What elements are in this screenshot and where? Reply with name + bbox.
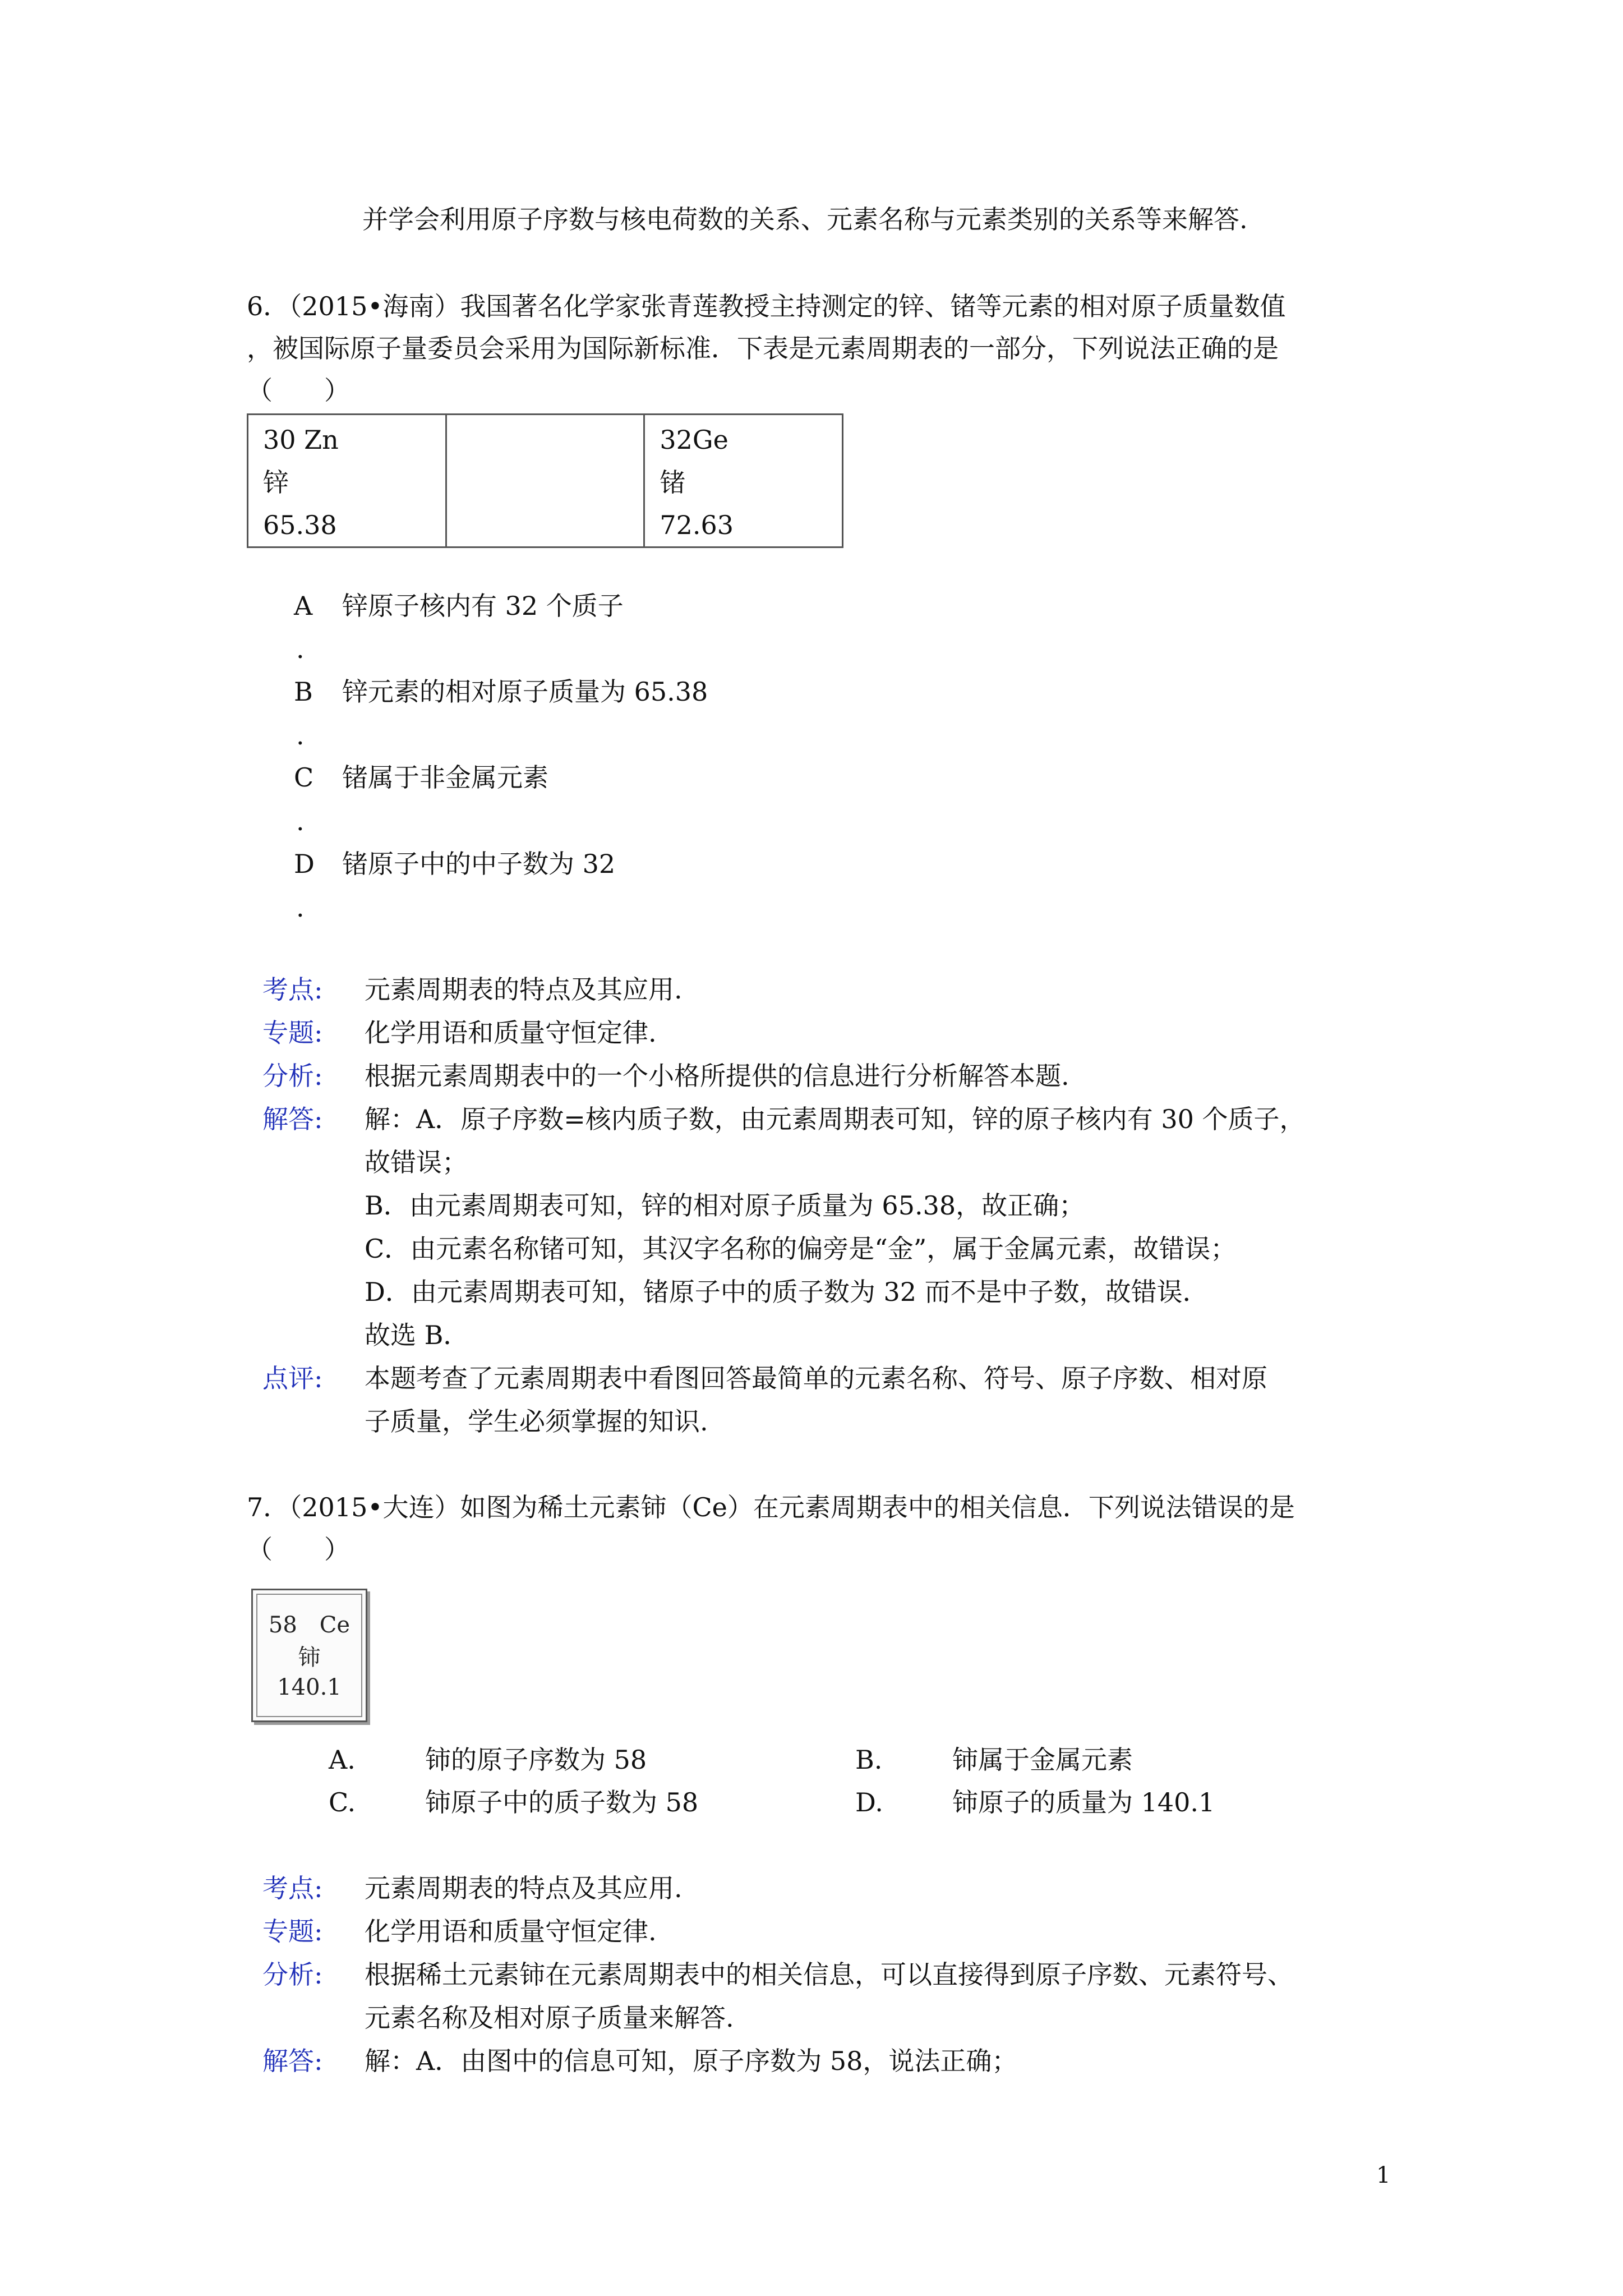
q7-option-a-letter: A. bbox=[329, 1745, 356, 1775]
q6-jieda-line: B．由元素周期表可知，锌的相对原子质量为 65.38，故正确； bbox=[365, 1190, 1085, 1221]
q6-kaodian-label: 考点: bbox=[262, 974, 323, 1005]
q6-stem-line2: ，被国际原子量委员会采用为国际新标准．下表是元素周期表的一部分，下列说法正确的是 bbox=[247, 333, 1279, 364]
q7-option-a-text: 铈的原子序数为 58 bbox=[425, 1745, 647, 1775]
q6-option-d-dot: . bbox=[296, 892, 305, 923]
q6-option-d-letter: D bbox=[294, 849, 315, 879]
q7-zhuanti: 化学用语和质量守恒定律. bbox=[365, 1916, 657, 1947]
q7-option-b-text: 铈属于金属元素 bbox=[952, 1745, 1133, 1775]
cerium-name: 铈 bbox=[298, 1645, 321, 1671]
q6-paren: （ ） bbox=[247, 375, 350, 406]
q7-stem-line1: 7．（2015•大连）如图为稀土元素铈（Ce）在元素周期表中的相关信息．下列说法错误的是 bbox=[247, 1492, 1295, 1522]
q6-zhuanti-label: 专题: bbox=[262, 1018, 323, 1048]
q6-option-c-text: 锗属于非金属元素 bbox=[342, 762, 548, 793]
cerium-box-frame bbox=[256, 1594, 362, 1717]
cell-zinc bbox=[248, 415, 446, 547]
q7-zhuanti-label: 专题: bbox=[262, 1916, 323, 1947]
q7-option-d-letter: D. bbox=[855, 1787, 883, 1818]
q6-option-a-letter: A bbox=[294, 591, 313, 621]
q6-jieda-line: 解：A．原子序数=核内质子数，由元素周期表可知，锌的原子核内有 30 个质子， bbox=[365, 1104, 1306, 1134]
cell-germanium bbox=[644, 415, 843, 547]
zinc-mass: 65.38 bbox=[263, 510, 337, 540]
cerium-number-symbol: 58 Ce bbox=[268, 1612, 351, 1638]
q7-kaodian-label: 考点: bbox=[262, 1873, 323, 1903]
q6-jieda-line: 故错误； bbox=[365, 1147, 468, 1177]
cerium-element-image bbox=[251, 1589, 367, 1722]
cell-empty bbox=[446, 415, 644, 547]
q7-option-b-letter: B. bbox=[855, 1745, 883, 1775]
q6-option-c-dot: . bbox=[296, 806, 305, 836]
q6-option-a-text: 锌原子核内有 32 个质子 bbox=[342, 591, 624, 621]
q7-option-c-text: 铈原子中的质子数为 58 bbox=[425, 1787, 699, 1818]
periodic-table-fragment bbox=[247, 413, 843, 548]
q6-option-a-dot: . bbox=[296, 634, 305, 664]
q7-jieda: 解：A．由图中的信息可知，原子序数为 58，说法正确； bbox=[365, 2046, 1018, 2076]
q6-stem-line1: 6．（2015•海南）我国著名化学家张青莲教授主持测定的锌、锗等元素的相对原子质量数值 bbox=[247, 291, 1286, 321]
q7-paren: （ ） bbox=[247, 1534, 350, 1565]
q6-fenxi: 根据元素周期表中的一个小格所提供的信息进行分析解答本题. bbox=[365, 1061, 1069, 1091]
q7-kaodian: 元素周期表的特点及其应用. bbox=[365, 1873, 683, 1903]
page-number: 1 bbox=[1376, 2162, 1391, 2188]
cerium-mass: 140.1 bbox=[277, 1674, 342, 1700]
q7-fenxi-line: 元素名称及相对原子质量来解答. bbox=[365, 2003, 734, 2033]
q6-zhuanti: 化学用语和质量守恒定律. bbox=[365, 1018, 657, 1048]
q6-option-b-text: 锌元素的相对原子质量为 65.38 bbox=[342, 677, 708, 707]
q7-jieda-label: 解答: bbox=[262, 2046, 323, 2076]
germanium-mass: 72.63 bbox=[660, 510, 734, 540]
q7-option-d-text: 铈原子的质量为 140.1 bbox=[952, 1787, 1215, 1818]
previous-summary: 并学会利用原子序数与核电荷数的关系、元素名称与元素类别的关系等来解答. bbox=[362, 204, 1248, 234]
q7-option-c-letter: C. bbox=[329, 1787, 356, 1818]
q6-option-b-dot: . bbox=[296, 720, 305, 751]
q6-jieda-label: 解答: bbox=[262, 1104, 323, 1134]
q6-kaodian: 元素周期表的特点及其应用. bbox=[365, 974, 683, 1005]
q6-option-b-letter: B bbox=[294, 677, 313, 707]
q6-dianping-line: 子质量，学生必须掌握的知识. bbox=[365, 1406, 708, 1437]
q6-jieda-line: D．由元素周期表可知，锗原子中的质子数为 32 而不是中子数，故错误． bbox=[365, 1277, 1209, 1307]
q6-dianping-label: 点评: bbox=[262, 1363, 323, 1393]
q6-jieda-line: 故选 B． bbox=[365, 1320, 469, 1350]
q6-option-c-letter: C bbox=[294, 762, 314, 793]
germanium-number-symbol: 32Ge bbox=[660, 425, 728, 455]
q6-option-d-text: 锗原子中的中子数为 32 bbox=[342, 849, 616, 879]
germanium-name: 锗 bbox=[660, 467, 686, 498]
q6-jieda-line: C．由元素名称锗可知，其汉字名称的偏旁是“金”，属于金属元素，故错误； bbox=[365, 1234, 1237, 1264]
zinc-name: 锌 bbox=[263, 467, 289, 498]
q6-fenxi-label: 分析: bbox=[262, 1061, 323, 1091]
q7-fenxi-label: 分析: bbox=[262, 1959, 323, 1990]
q7-fenxi-line: 根据稀土元素铈在元素周期表中的相关信息，可以直接得到原子序数、元素符号、 bbox=[365, 1959, 1293, 1990]
q6-dianping-line: 本题考查了元素周期表中看图回答最简单的元素名称、符号、原子序数、相对原 bbox=[365, 1363, 1267, 1393]
zinc-number-symbol: 30 Zn bbox=[263, 425, 339, 455]
